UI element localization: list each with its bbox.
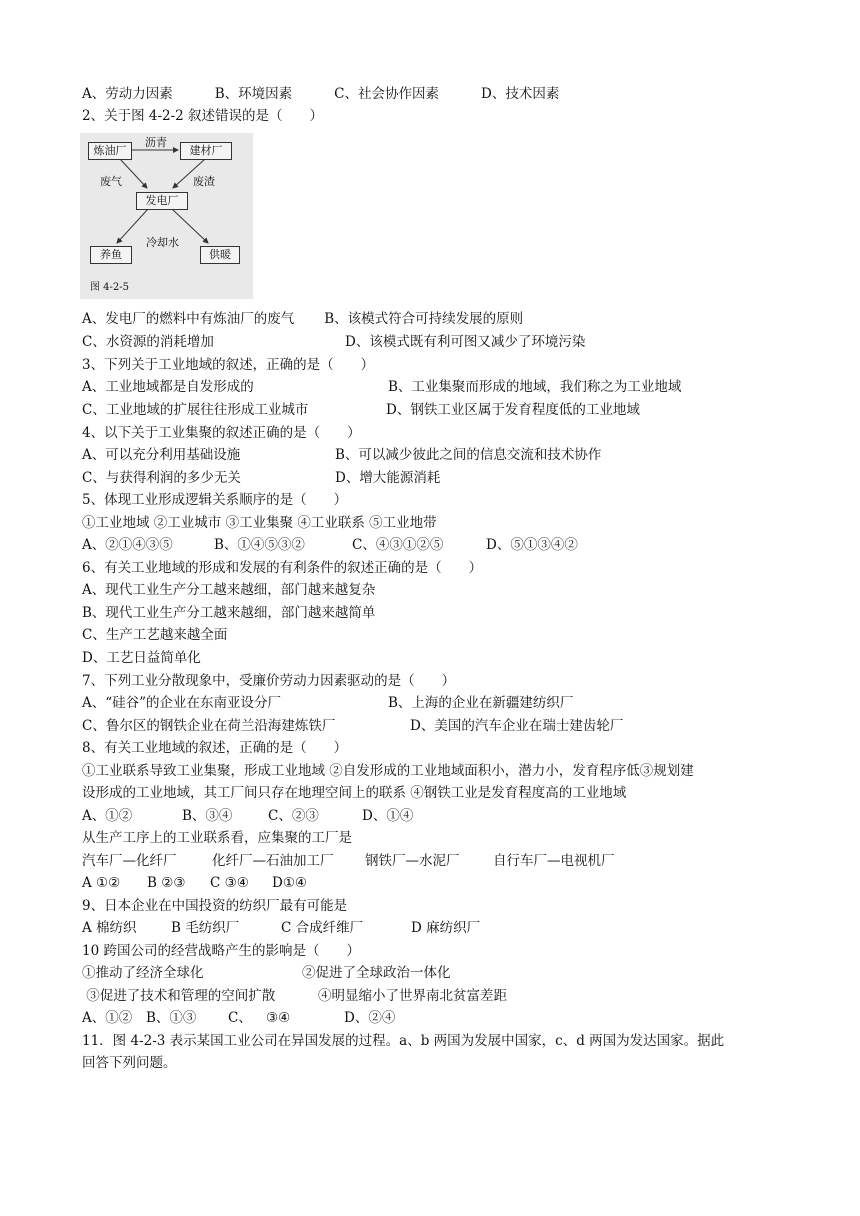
option-c: C、工业地域的扩展往往形成工业城市 [82,402,309,418]
item-2: 化纤厂—石油加工厂 [212,853,334,869]
item-1: 汽车厂—化纤厂 [82,853,177,869]
question-text: 4、以下关于工业集聚的叙述正确的是（ ） [82,425,361,441]
option-b: B 毛纺织厂 [171,920,240,936]
power-plant-box: 发电厂 [136,192,188,210]
option-a: A ①② [82,875,121,891]
option-d: D、技术因素 [481,86,560,102]
q11-stem-line1 [82,1031,724,1051]
item-2: ②促进了全球政治一体化 [302,965,451,981]
option-a: A、②①④③⑤ [82,537,173,553]
option-a: A、发电厂的燃料中有炼油厂的废气 [82,311,295,327]
option-text: D、工艺日益简单化 [82,650,201,666]
option-b: B、①③ [146,1010,197,1026]
refinery-box: 炼油厂 [88,142,132,160]
q3-options-ab [82,377,681,397]
question-text: 9、日本企业在中国投资的纺织厂最有可能是 [82,898,348,914]
q7-options-ab [82,693,573,713]
question-text: 11．图 4-2-3 表示某国工业公司在异国发展的过程。a、b 两国为发展中国家，c、d 两国为发达国家。据此 [82,1033,725,1049]
question-text: 8、有关工业地域的叙述，正确的是（ ） [82,740,348,756]
q5-items [82,513,437,533]
option-d: D、钢铁工业区属于发育程度低的工业地域 [386,402,640,418]
q2-stem [82,106,323,126]
option-b: B、可以减少彼此之间的信息交流和技术协作 [335,447,602,463]
fish-farming-box: 养鱼 [90,246,132,264]
item-3: 钢铁厂—水泥厂 [365,853,460,869]
q8-options [82,806,413,826]
figure-caption: 图 4-2-5 [90,282,130,293]
label-waste-gas: 废气 [100,175,122,188]
item-list: ①工业联系导致工业集聚，形成工业地域 ②自发形成的工业地域面积小，潜力小，发育程序低③规划建 [82,763,694,779]
label-waste-slag: 废渣 [193,175,215,188]
item-3: ③促进了技术和管理的空间扩散 [82,988,276,1004]
q3-options-cd [82,400,640,420]
option-c: C、与获得利润的多少无关 [82,470,241,486]
option-text: B、现代工业生产分工越来越细，部门越来越简单 [82,605,376,621]
item-4: ④明显缩小了世界南北贫富差距 [318,988,507,1004]
q1-options [82,84,559,104]
item-4: 自行车厂—电视机厂 [493,853,615,869]
option-d: D 麻纺织厂 [411,920,481,936]
q7-stem [82,671,455,691]
question-text: 6、有关工业地域的形成和发展的有利条件的叙述正确的是（ ） [82,560,483,576]
question-text: 5、体现工业形成逻辑关系顺序的是（ ） [82,492,348,508]
q10-stem [82,941,360,961]
option-d: D①④ [272,875,308,891]
question-text: 10 跨国公司的经营战略产生的影响是（ ） [82,943,360,959]
option-c: C 合成纤维厂 [281,920,364,936]
q8-stem [82,738,347,758]
option-b: B、该模式符合可持续发展的原则 [324,311,524,327]
option-d: D、增大能源消耗 [335,470,441,486]
option-c: C、②③ [268,808,319,824]
item-list: 设形成的工业地域，其工厂间只存在地理空间上的联系 ④钢铁工业是发育程度高的工业地域 [82,785,627,801]
linkage-items [82,851,615,871]
building-materials-box: 建材厂 [180,142,232,160]
q8-items-line2 [82,783,626,803]
option-a: A、劳动力因素 [82,86,173,102]
option-c: C、社会协作因素 [334,86,440,102]
item-1: ①推动了经济全球化 [82,965,204,981]
option-b: B、工业集聚而形成的地域，我们称之为工业地域 [388,379,682,395]
option-a: A、工业地域都是自发形成的 [82,379,254,395]
option-d: D、美国的汽车企业在瑞士建齿轮厂 [410,718,624,734]
option-c: C ③④ [210,875,249,891]
option-a: A、“硅谷”的企业在东南亚设分厂 [82,695,282,711]
option-c-value: ③④ [266,1010,291,1026]
label-asphalt: 沥青 [145,136,167,149]
linkage-stem [82,828,352,848]
question-text: 回答下列问题。 [82,1055,177,1071]
option-b: B、环境因素 [214,86,293,102]
q3-stem [82,355,374,375]
option-a: A、可以充分利用基础设施 [82,447,241,463]
option-c: C、水资源的消耗增加 [82,334,214,350]
option-d: D、②④ [344,1010,396,1026]
option-d: D、该模式既有利可图又减少了环境污染 [345,334,586,350]
option-b: B、①④⑤③② [214,537,305,553]
q7-options-cd [82,716,623,736]
option-b: B、③④ [182,808,233,824]
label-cooling-water: 冷却水 [146,236,179,249]
option-c: C、 [228,1010,252,1026]
question-text: 3、下列关于工业地域的叙述，正确的是（ ） [82,357,375,373]
q4-options-cd [82,468,440,488]
q6-stem [82,558,482,578]
q9-options [82,918,480,938]
item-list: ①工业地域 ②工业城市 ③工业集聚 ④工业联系 ⑤工业地带 [82,515,437,531]
q2-options-cd [82,332,585,352]
q11-stem-line2 [82,1053,177,1073]
option-text: C、生产工艺越来越全面 [82,627,228,643]
option-c: C、④③①②⑤ [352,537,444,553]
q8-items-line1 [82,761,694,781]
q6-option-b [82,603,375,623]
option-a: A、①② [82,808,133,824]
q10-options [82,1008,395,1028]
question-text: 7、下列工业分散现象中，受廉价劳动力因素驱动的是（ ） [82,673,456,689]
option-text: A、现代工业生产分工越来越细，部门越来越复杂 [82,582,376,598]
heating-box: 供暖 [200,246,240,264]
q2-options-ab [82,309,523,329]
option-c: C、鲁尔区的钢铁企业在荷兰沿海建炼铁厂 [82,718,336,734]
q6-option-c [82,625,227,645]
q10-items-line2 [82,986,507,1006]
q5-stem [82,490,347,510]
option-d: D、①④ [362,808,414,824]
q4-stem [82,423,361,443]
diagram-figure [80,133,253,299]
q6-option-a [82,580,375,600]
linkage-options [82,873,307,893]
q6-option-d [82,648,201,668]
option-a: A、①② [82,1010,133,1026]
option-d: D、⑤①③④② [486,537,578,553]
option-b: B ②③ [147,875,186,891]
option-b: B、上海的企业在新疆建纺织厂 [388,695,574,711]
question-text: 从生产工序上的工业联系看，应集聚的工厂是 [82,830,352,846]
question-text: 2、关于图 4-2-2 叙述错误的是（ ） [82,108,324,124]
q10-items-line1 [82,963,451,983]
q9-stem [82,896,347,916]
q4-options-ab [82,445,601,465]
option-a: A 棉纺织 [82,920,137,936]
q5-options [82,535,578,555]
